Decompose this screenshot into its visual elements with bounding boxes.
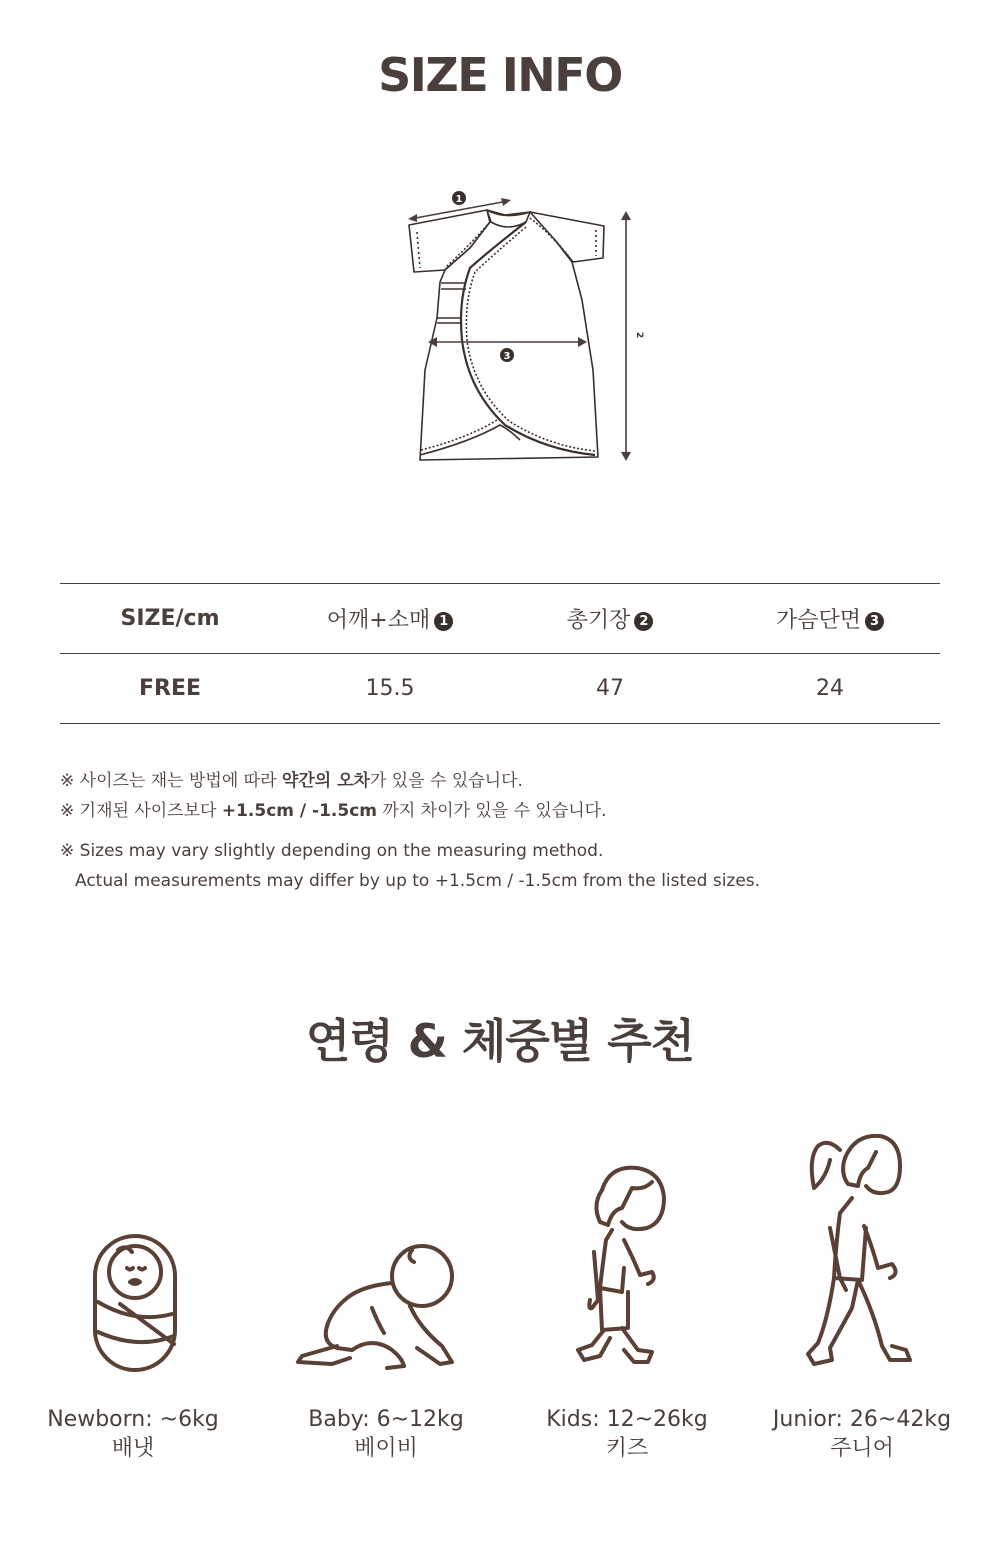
header-length: 총기장 2 <box>500 584 720 654</box>
crawling-baby-icon <box>292 1238 462 1373</box>
swaddled-baby-icon <box>90 1232 180 1374</box>
age-korean-label: 키즈 <box>605 1436 649 1461</box>
walking-junior-icon <box>800 1128 920 1378</box>
notes-english <box>60 836 960 896</box>
note-line: ※ 사이즈는 재는 방법에 따라 약간의 오차가 있을 수 있습니다. <box>60 771 523 791</box>
walking-kid-icon <box>572 1160 682 1375</box>
age-kids <box>502 1405 752 1463</box>
age-korean-label: 배냇 <box>111 1436 155 1461</box>
size-table <box>60 583 940 724</box>
age-junior <box>737 1405 987 1463</box>
age-label: Newborn: ~6kg <box>47 1407 219 1432</box>
age-korean-label: 베이비 <box>354 1436 418 1461</box>
cell-length: 47 <box>596 676 624 701</box>
cell-shoulder: 15.5 <box>365 676 415 701</box>
marker-2: 2 <box>634 331 644 339</box>
age-label: Kids: 12~26kg <box>546 1407 708 1432</box>
note-line: Actual measurements may differ by up to +1.5cm / -1.5cm from the listed sizes. <box>75 871 761 891</box>
age-label: Baby: 6~12kg <box>308 1407 464 1432</box>
age-baby <box>261 1405 511 1463</box>
garment-diagram <box>395 185 655 470</box>
notes-korean <box>60 766 960 826</box>
header-shoulder: 어깨+소매 1 <box>280 584 500 654</box>
cell-chest: 24 <box>816 676 844 701</box>
note-line: ※ Sizes may vary slightly depending on the measuring method. <box>60 841 604 861</box>
marker-1: 1 <box>455 194 463 205</box>
number-badge: 1 <box>434 612 453 631</box>
age-label: Junior: 26~42kg <box>772 1407 952 1432</box>
number-badge: 2 <box>634 612 653 631</box>
number-badge: 3 <box>865 612 884 631</box>
size-info-title: SIZE INFO <box>378 48 622 102</box>
header-chest: 가슴단면 3 <box>720 584 940 654</box>
marker-3: 3 <box>503 351 511 362</box>
age-newborn <box>8 1405 258 1463</box>
table-header-row <box>60 584 940 654</box>
age-korean-label: 주니어 <box>830 1436 894 1461</box>
header-size: SIZE/cm <box>120 606 220 631</box>
table-row <box>60 654 940 724</box>
note-line: ※ 기재된 사이즈보다 +1.5cm / -1.5cm 까지 차이가 있을 수 있습니다. <box>60 801 607 821</box>
cell-size: FREE <box>138 676 202 701</box>
recommend-title: 연령 & 체중별 추천 <box>305 1014 695 1068</box>
